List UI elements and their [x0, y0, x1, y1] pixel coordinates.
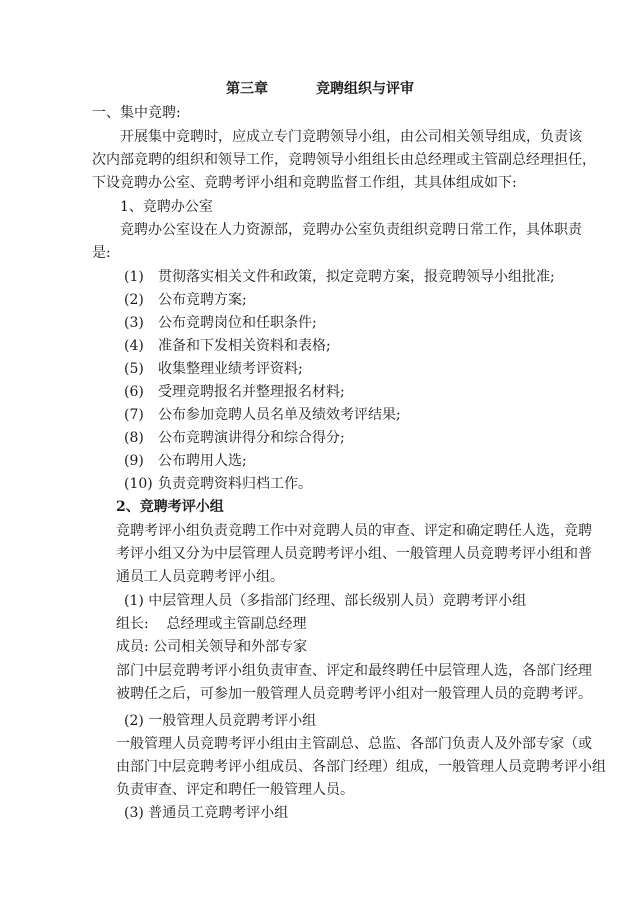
- group-1-paragraph-line-1: 部门中层竞聘考评小组负责审查、评定和最终聘任中层管理人选，各部门经理: [116, 663, 592, 679]
- duty-text: 收集整理业绩考评资料;: [158, 361, 303, 377]
- duty-item: [124, 406, 401, 424]
- duty-item: [124, 383, 345, 401]
- chapter-title: [0, 78, 640, 98]
- section-1-paragraph-line-3: 下设竞聘办公室、竞聘考评小组和竞聘监督工作组，其具体组成如下:: [92, 175, 517, 191]
- duty-text: 受理竞聘报名并整理报名材料;: [158, 384, 345, 400]
- duty-item: [124, 337, 331, 355]
- group-2-paragraph-line-2: 由部门中层竞聘考评小组成员、各部门经理）组成，一般管理人员竞聘考评小组: [116, 759, 606, 775]
- duty-number: (8): [124, 430, 144, 446]
- duty-text: 负责竞聘资料归档工作。: [158, 476, 312, 492]
- duty-item: [124, 360, 303, 378]
- subsection-2-heading: 2、竞聘考评小组: [116, 499, 224, 515]
- duty-text: 公布聘用人选;: [158, 453, 247, 469]
- duty-text: 准备和下发相关资料和表格;: [158, 338, 331, 354]
- duty-number: (3): [124, 315, 144, 331]
- duty-number: (7): [124, 407, 144, 423]
- chapter-name: 竞聘组织与评审: [316, 81, 414, 97]
- section-1-heading: 一、集中竞聘:: [92, 105, 181, 121]
- duty-text: 公布竞聘演讲得分和综合得分;: [158, 430, 345, 446]
- group-1-members: 成员: 公司相关领导和外部专家: [116, 639, 308, 655]
- group-1-paragraph-line-2: 被聘任之后，可参加一般管理人员竞聘考评小组对一般管理人员的竞聘考评。: [116, 686, 592, 702]
- subsection-1-heading: 1、竞聘办公室: [120, 199, 213, 215]
- duty-number: (1): [124, 269, 144, 285]
- duty-number: (9): [124, 453, 144, 469]
- section-1-paragraph-line-1: 开展集中竞聘时，应成立专门竞聘领导小组，由公司相关领导组成，负责该: [120, 129, 582, 145]
- duty-text: 公布参加竞聘人员名单及绩效考评结果;: [158, 407, 401, 423]
- group-2-paragraph-line-1: 一般管理人员竞聘考评小组由主管副总、总监、各部门负责人及外部专家（或: [116, 736, 592, 752]
- duty-number: (6): [124, 384, 144, 400]
- group-2-heading: (2) 一般管理人员竞聘考评小组: [124, 713, 317, 729]
- section-1-paragraph-line-2: 次内部竞聘的组织和领导工作，竞聘领导小组组长由总经理或主管副总经理担任，: [92, 152, 596, 168]
- duty-item: [124, 314, 317, 332]
- subsection-2-paragraph-line-2: 考评小组又分为中层管理人员竞聘考评小组、一般管理人员竞聘考评小组和普: [116, 546, 592, 562]
- duty-text: 公布竞聘方案;: [158, 292, 247, 308]
- subsection-1-paragraph-line-2: 是:: [92, 245, 111, 261]
- duty-number: (10): [124, 476, 153, 492]
- chapter-number: 第三章: [226, 81, 268, 97]
- duty-text: 公布竞聘岗位和任职条件;: [158, 315, 317, 331]
- duty-number: (4): [124, 338, 144, 354]
- duty-number: (2): [124, 292, 144, 308]
- duty-item: [124, 268, 555, 286]
- subsection-1-paragraph-line-1: 竞聘办公室设在人力资源部，竞聘办公室负责组织竞聘日常工作，具体职责: [120, 222, 582, 238]
- group-3-heading: (3) 普通员工竞聘考评小组: [124, 805, 289, 821]
- group-1-heading: (1) 中层管理人员（多指部门经理、部长级别人员）竞聘考评小组: [124, 593, 527, 609]
- subsection-2-paragraph-line-1: 竞聘考评小组负责竞聘工作中对竞聘人员的审查、评定和确定聘任人选，竞聘: [116, 523, 592, 539]
- subsection-2-paragraph-line-3: 通员工人员竞聘考评小组。: [116, 569, 284, 585]
- duty-item: [124, 452, 247, 470]
- duty-item: [124, 475, 312, 493]
- group-1-leader: 组长: 总经理或主管副总经理: [116, 616, 307, 632]
- duty-text: 贯彻落实相关文件和政策，拟定竞聘方案，报竞聘领导小组批准;: [158, 269, 555, 285]
- duty-number: (5): [124, 361, 144, 377]
- duty-item: [124, 429, 345, 447]
- group-2-paragraph-line-3: 负责审查、评定和聘任一般管理人员。: [116, 782, 354, 798]
- duty-item: [124, 291, 247, 309]
